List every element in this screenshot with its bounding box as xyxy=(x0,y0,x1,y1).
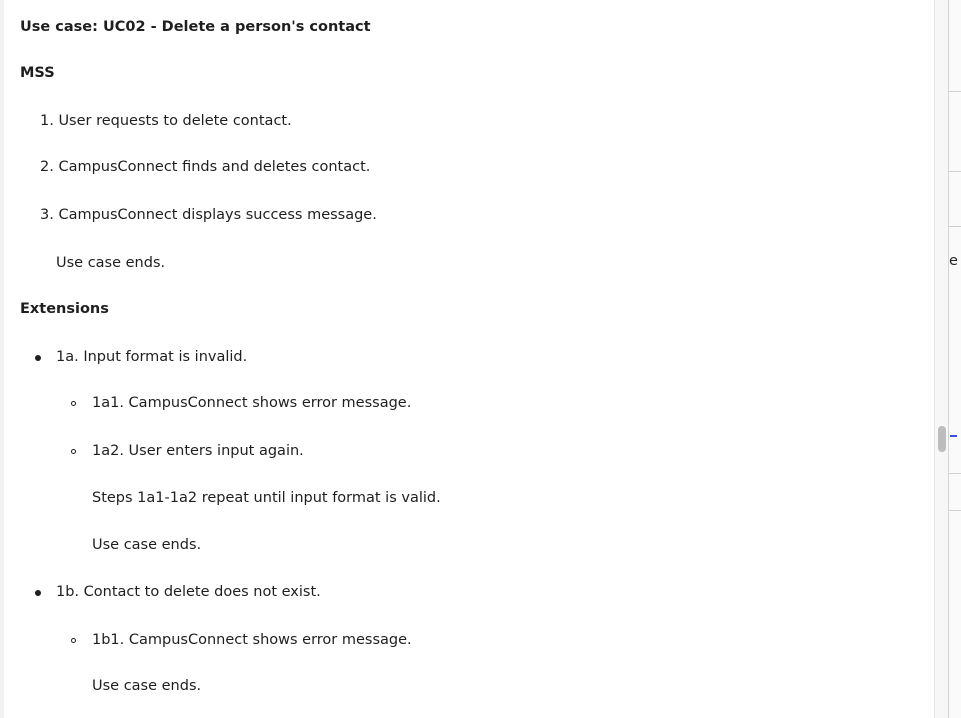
ext-1a-step-2: 1a2. User enters input again. xyxy=(92,443,304,459)
side-divider xyxy=(949,226,961,227)
ext-1b-end: Use case ends. xyxy=(92,678,202,694)
ext-1a-end: Use case ends. xyxy=(92,537,202,553)
use-case-heading: Use case: UC02 - Delete a person's contact xyxy=(20,19,371,35)
ext-1a-step-1: 1a1. CampusConnect shows error message. xyxy=(92,395,412,411)
vertical-scrollbar[interactable] xyxy=(934,0,949,718)
ext-1a-note: Steps 1a1-1a2 repeat until input format is valid. xyxy=(92,490,441,506)
scrollbar-thumb[interactable] xyxy=(938,426,946,452)
side-divider xyxy=(949,171,961,172)
ext-1a-title: 1a. Input format is invalid. xyxy=(56,349,248,365)
side-panel xyxy=(948,0,961,718)
side-panel-marker xyxy=(950,435,957,437)
bullet-circle xyxy=(71,449,76,454)
ext-1b-step-1: 1b1. CampusConnect shows error message. xyxy=(92,632,412,648)
mss-step-2: 2. CampusConnect finds and deletes contact. xyxy=(40,159,371,175)
side-divider xyxy=(949,473,961,474)
side-panel-text: e xyxy=(949,253,958,269)
side-divider xyxy=(949,510,961,511)
bullet-disc xyxy=(35,590,41,596)
mss-end: Use case ends. xyxy=(56,255,166,271)
bullet-disc xyxy=(35,355,41,361)
ext-1b-title: 1b. Contact to delete does not exist. xyxy=(56,584,321,600)
mss-step-1: 1. User requests to delete contact. xyxy=(40,113,292,129)
bullet-circle xyxy=(71,638,76,643)
mss-step-3: 3. CampusConnect displays success message. xyxy=(40,207,377,223)
side-divider xyxy=(949,91,961,92)
mss-label: MSS xyxy=(20,65,55,81)
bullet-circle xyxy=(71,401,76,406)
extensions-label: Extensions xyxy=(20,301,109,317)
left-edge xyxy=(0,0,4,718)
